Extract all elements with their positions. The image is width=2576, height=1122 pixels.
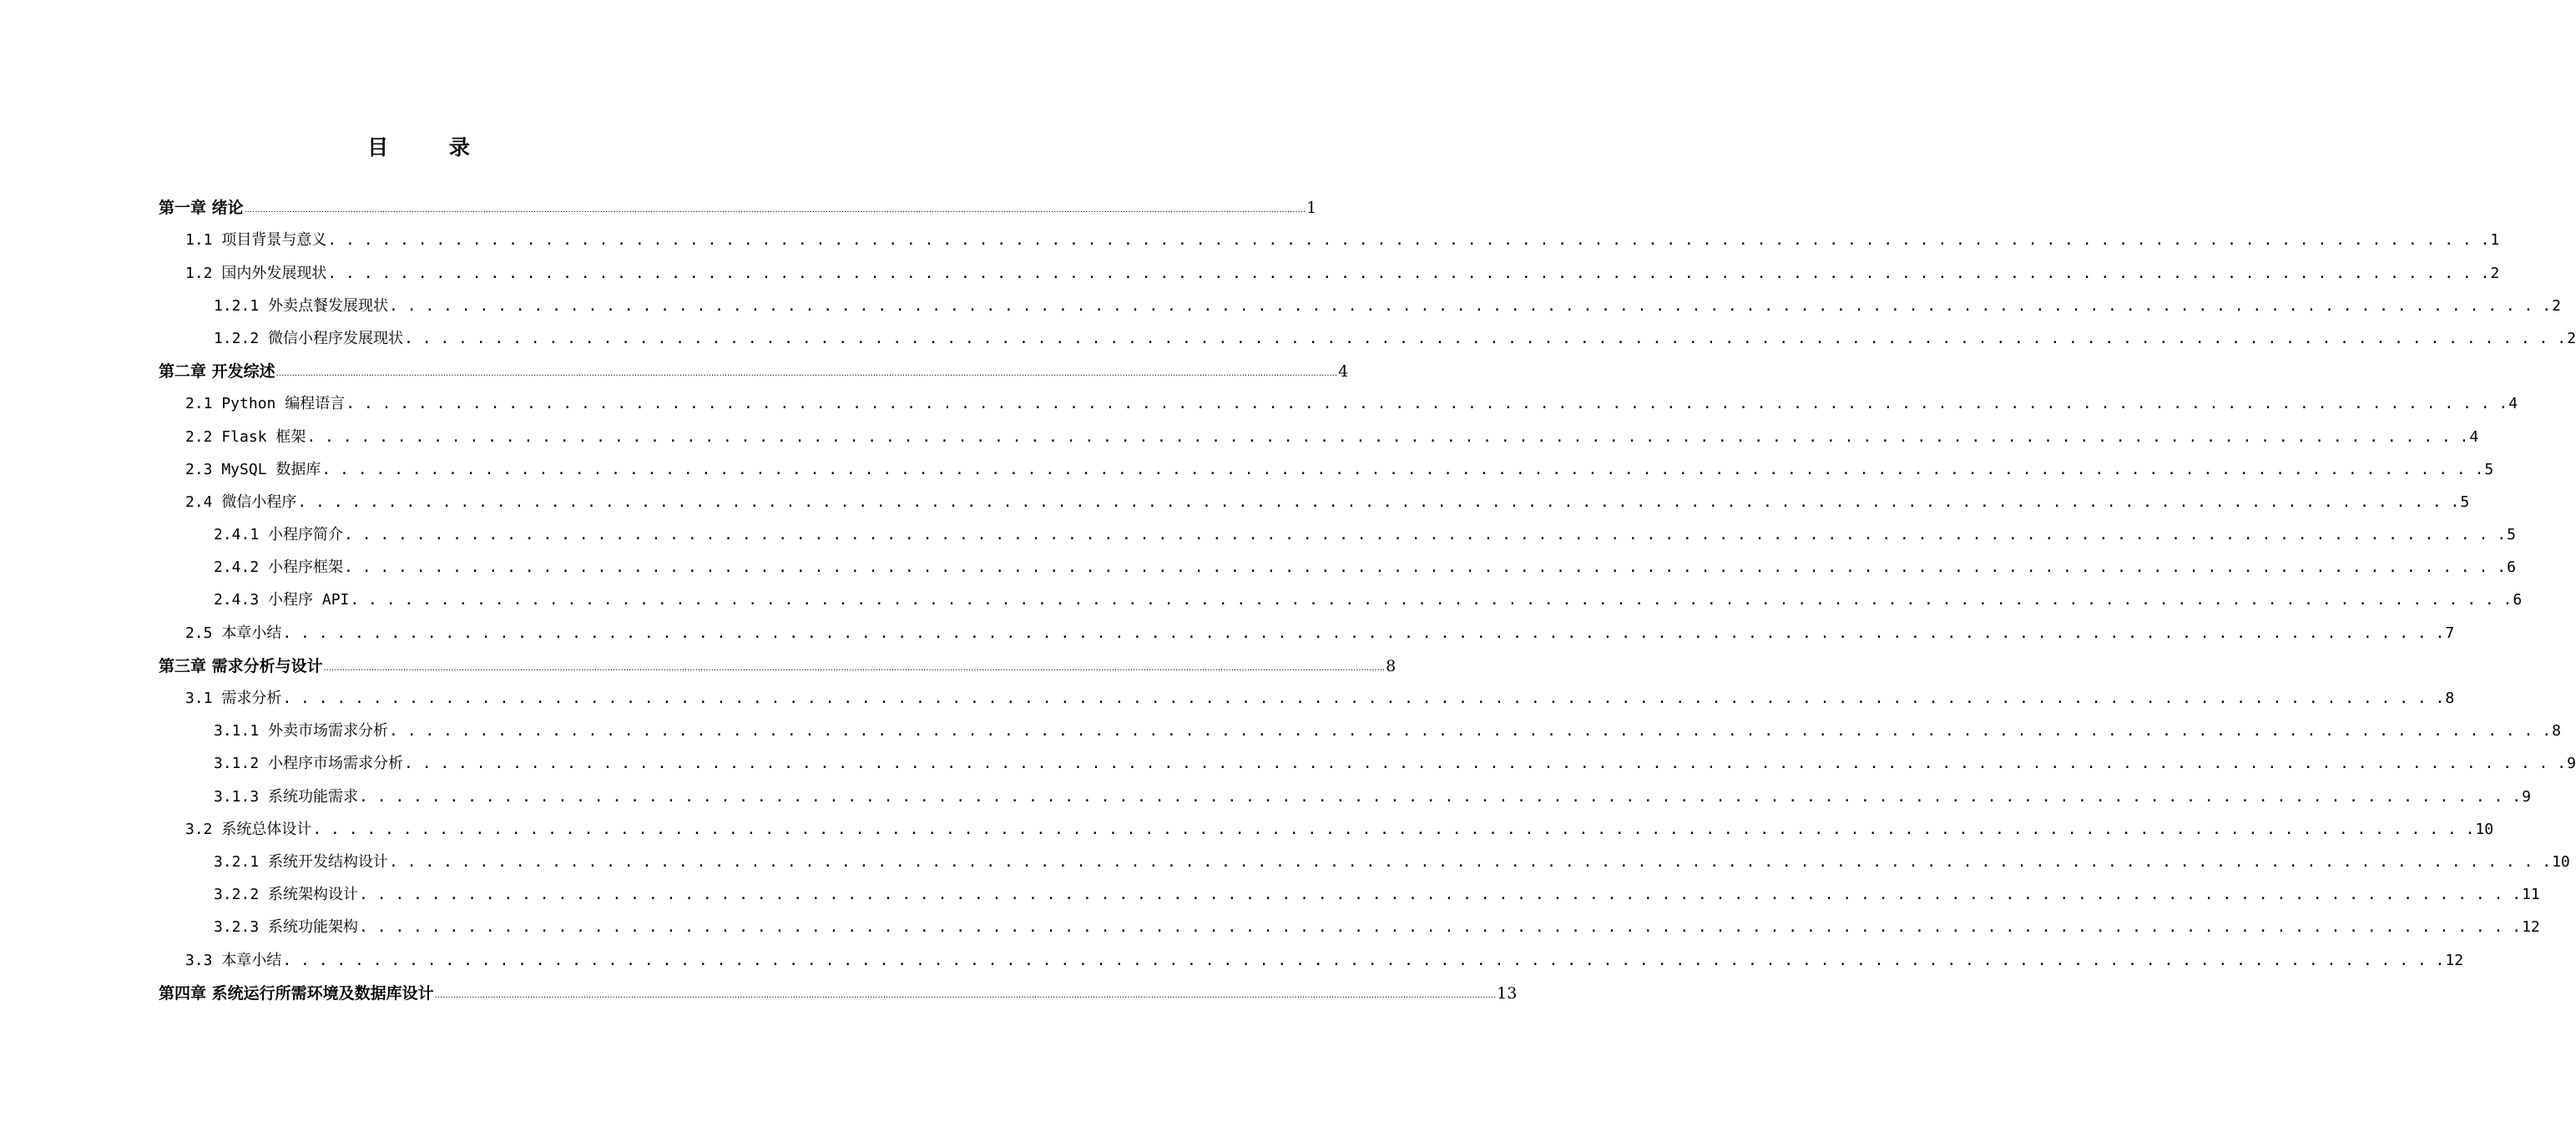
toc-entry-title: 2.1 Python 编程语言 <box>185 395 346 413</box>
toc-page-number: 11 <box>2522 886 2540 904</box>
toc-entry-title: 2.2 Flask 框架 <box>185 427 306 446</box>
toc-dot-leader: . . . . . . . . . . . . . . . . . . . . . . . . . . . . . . . . . . . . . . . . . . . . . . . . . . . . . . . . . . . . . . . . . . . . . . . . . . . . . . . . . . . . . . . . . . . . . . . . . . . . . . . . . . . . . . . . . . . . . . . . <box>321 460 2484 478</box>
toc-section-entry[interactable] <box>0 321 2576 354</box>
toc-entry-title: 3.2.2 系统架构设计 <box>214 886 359 904</box>
toc-dot-leader: . . . . . . . . . . . . . . . . . . . . . . . . . . . . . . . . . . . . . . . . . . . . . . . . . . . . . . . . . . . . . . . . . . . . . . . . . . . . . . . . . . . . . . . . . . . . . . . . . . . . . . . . . . . . . . . . . . . . . . . . <box>404 755 2567 773</box>
toc-dot-leader: . . . . . . . . . . . . . . . . . . . . . . . . . . . . . . . . . . . . . . . . . . . . . . . . . . . . . . . . . . . . . . . . . . . . . . . . . . . . . . . . . . . . . . . . . . . . . . . . . . . . . . . . . . . . . . . . . . . . . . . . <box>350 591 2513 609</box>
toc-page-number: 5 <box>2507 526 2516 544</box>
toc-dot-leader: ................................................................................................................................................................................................................................................................................................................................................................................................................ <box>244 205 1306 215</box>
toc-entry-title: 3.1.3 系统功能需求 <box>214 787 359 806</box>
toc-dot-leader: . . . . . . . . . . . . . . . . . . . . . . . . . . . . . . . . . . . . . . . . . . . . . . . . . . . . . . . . . . . . . . . . . . . . . . . . . . . . . . . . . . . . . . . . . . . . . . . . . . . . . . . . . . . . . . . . . . . . . . . . <box>389 296 2552 315</box>
toc-entry-title: 1.2 国内外发展现状 <box>185 264 327 282</box>
toc-entry-title: 1.1 项目背景与意义 <box>185 231 327 250</box>
toc-dot-leader: . . . . . . . . . . . . . . . . . . . . . . . . . . . . . . . . . . . . . . . . . . . . . . . . . . . . . . . . . . . . . . . . . . . . . . . . . . . . . . . . . . . . . . . . . . . . . . . . . . . . . . . . . . . . . . . . . . . . . . . . <box>306 427 2469 446</box>
toc-chapter-entry[interactable] <box>0 354 1349 387</box>
toc-section-entry[interactable] <box>0 419 2479 452</box>
toc-dot-leader: . . . . . . . . . . . . . . . . . . . . . . . . . . . . . . . . . . . . . . . . . . . . . . . . . . . . . . . . . . . . . . . . . . . . . . . . . . . . . . . . . . . . . . . . . . . . . . . . . . . . . . . . . . . . . . . . . . . . . . . . <box>282 690 2445 707</box>
toc-section-entry[interactable] <box>0 746 2576 779</box>
toc-page-number: 4 <box>2469 427 2479 446</box>
toc-dot-leader: . . . . . . . . . . . . . . . . . . . . . . . . . . . . . . . . . . . . . . . . . . . . . . . . . . . . . . . . . . . . . . . . . . . . . . . . . . . . . . . . . . . . . . . . . . . . . . . . . . . . . . . . . . . . . . . . . . . . . . . . <box>297 493 2460 511</box>
toc-dot-leader: . . . . . . . . . . . . . . . . . . . . . . . . . . . . . . . . . . . . . . . . . . . . . . . . . . . . . . . . . . . . . . . . . . . . . . . . . . . . . . . . . . . . . . . . . . . . . . . . . . . . . . . . . . . . . . . . . . . . . . . . <box>344 558 2507 577</box>
toc-section-entry[interactable] <box>0 387 2518 419</box>
toc-entry-title: 3.2 系统总体设计 <box>185 820 312 838</box>
toc-section-entry[interactable] <box>0 910 2540 943</box>
toc-entry-title: 2.4 微信小程序 <box>185 493 297 511</box>
toc-page-number: 8 <box>1386 656 1397 675</box>
toc-page-number: 1 <box>2490 231 2500 250</box>
toc-page-number: 2 <box>2490 264 2500 282</box>
toc-page-number: 9 <box>2567 755 2576 773</box>
toc-chapter-entry[interactable] <box>0 190 1317 223</box>
toc-entry-title: 2.4.2 小程序框架 <box>214 558 344 577</box>
toc-section-entry[interactable] <box>0 550 2516 583</box>
toc-entry-title: 3.1.1 外卖市场需求分析 <box>214 722 389 740</box>
toc-dot-leader: . . . . . . . . . . . . . . . . . . . . . . . . . . . . . . . . . . . . . . . . . . . . . . . . . . . . . . . . . . . . . . . . . . . . . . . . . . . . . . . . . . . . . . . . . . . . . . . . . . . . . . . . . . . . . . . . . . . . . . . . <box>389 852 2552 871</box>
toc-page-number: 12 <box>2445 951 2464 969</box>
toc-page-number: 4 <box>2508 395 2518 413</box>
toc-dot-leader: . . . . . . . . . . . . . . . . . . . . . . . . . . . . . . . . . . . . . . . . . . . . . . . . . . . . . . . . . . . . . . . . . . . . . . . . . . . . . . . . . . . . . . . . . . . . . . . . . . . . . . . . . . . . . . . . . . . . . . . . <box>327 231 2490 250</box>
toc-entry-title: 2.4.3 小程序 API <box>214 591 350 609</box>
toc-entry-title: 第一章 绪论 <box>159 199 244 218</box>
toc-dot-leader: . . . . . . . . . . . . . . . . . . . . . . . . . . . . . . . . . . . . . . . . . . . . . . . . . . . . . . . . . . . . . . . . . . . . . . . . . . . . . . . . . . . . . . . . . . . . . . . . . . . . . . . . . . . . . . . . . . . . . . . . <box>359 918 2522 937</box>
toc-entry-title: 2.5 本章小结 <box>185 624 282 642</box>
toc-section-entry[interactable] <box>0 779 2531 811</box>
toc-section-entry[interactable] <box>0 289 2561 321</box>
toc-section-entry[interactable] <box>0 485 2470 518</box>
toc-page-number: 10 <box>2475 820 2494 838</box>
toc-section-entry[interactable] <box>0 615 2455 648</box>
toc-page-number: 6 <box>2513 591 2523 609</box>
toc-entry-title: 3.1 需求分析 <box>185 690 282 707</box>
toc-chapter-entry[interactable] <box>0 649 1397 681</box>
toc-page-number: 4 <box>1338 362 1349 382</box>
toc-page-number: 2 <box>2567 329 2576 347</box>
toc-entry-title: 2.4.1 小程序简介 <box>214 526 344 544</box>
toc-section-entry[interactable] <box>0 452 2494 485</box>
toc-dot-leader: ................................................................................................................................................................................................................................................................................................................................................................................................................ <box>323 663 1386 673</box>
toc-dot-leader: . . . . . . . . . . . . . . . . . . . . . . . . . . . . . . . . . . . . . . . . . . . . . . . . . . . . . . . . . . . . . . . . . . . . . . . . . . . . . . . . . . . . . . . . . . . . . . . . . . . . . . . . . . . . . . . . . . . . . . . . <box>327 264 2490 282</box>
toc-page-number: 6 <box>2507 558 2516 577</box>
toc-section-entry[interactable] <box>0 518 2516 550</box>
toc-dot-leader: . . . . . . . . . . . . . . . . . . . . . . . . . . . . . . . . . . . . . . . . . . . . . . . . . . . . . . . . . . . . . . . . . . . . . . . . . . . . . . . . . . . . . . . . . . . . . . . . . . . . . . . . . . . . . . . . . . . . . . . . <box>344 526 2507 544</box>
toc-page-number: 13 <box>1497 983 1518 1003</box>
toc-section-entry[interactable] <box>0 255 2500 288</box>
toc-page-number: 1 <box>1306 199 1317 218</box>
toc-entry-title: 3.1.2 小程序市场需求分析 <box>214 755 404 773</box>
table-of-contents <box>0 190 2576 1008</box>
toc-section-entry[interactable] <box>0 714 2561 746</box>
toc-dot-leader: . . . . . . . . . . . . . . . . . . . . . . . . . . . . . . . . . . . . . . . . . . . . . . . . . . . . . . . . . . . . . . . . . . . . . . . . . . . . . . . . . . . . . . . . . . . . . . . . . . . . . . . . . . . . . . . . . . . . . . . . <box>404 329 2567 347</box>
toc-section-entry[interactable] <box>0 681 2455 714</box>
toc-entry-title: 第三章 需求分析与设计 <box>159 656 323 675</box>
toc-page-number: 9 <box>2522 787 2531 806</box>
toc-entry-title: 3.2.3 系统功能架构 <box>214 918 359 937</box>
toc-section-entry[interactable] <box>0 845 2570 877</box>
toc-dot-leader: . . . . . . . . . . . . . . . . . . . . . . . . . . . . . . . . . . . . . . . . . . . . . . . . . . . . . . . . . . . . . . . . . . . . . . . . . . . . . . . . . . . . . . . . . . . . . . . . . . . . . . . . . . . . . . . . . . . . . . . . <box>282 951 2445 969</box>
toc-page-number: 8 <box>2552 722 2561 740</box>
toc-page-number: 5 <box>2484 460 2494 478</box>
toc-dot-leader: ................................................................................................................................................................................................................................................................................................................................................................................................................ <box>434 990 1497 1000</box>
toc-section-entry[interactable] <box>0 812 2494 845</box>
toc-entry-title: 第四章 系统运行所需环境及数据库设计 <box>159 983 434 1003</box>
toc-dot-leader: ................................................................................................................................................................................................................................................................................................................................................................................................................ <box>275 369 1338 379</box>
toc-dot-leader: . . . . . . . . . . . . . . . . . . . . . . . . . . . . . . . . . . . . . . . . . . . . . . . . . . . . . . . . . . . . . . . . . . . . . . . . . . . . . . . . . . . . . . . . . . . . . . . . . . . . . . . . . . . . . . . . . . . . . . . . <box>312 820 2475 838</box>
toc-entry-title: 1.2.1 外卖点餐发展现状 <box>214 296 389 315</box>
toc-page-number: 12 <box>2522 918 2540 937</box>
toc-dot-leader: . . . . . . . . . . . . . . . . . . . . . . . . . . . . . . . . . . . . . . . . . . . . . . . . . . . . . . . . . . . . . . . . . . . . . . . . . . . . . . . . . . . . . . . . . . . . . . . . . . . . . . . . . . . . . . . . . . . . . . . . <box>389 722 2552 740</box>
toc-page-number: 5 <box>2460 493 2470 511</box>
toc-page-number: 10 <box>2552 852 2570 871</box>
toc-dot-leader: . . . . . . . . . . . . . . . . . . . . . . . . . . . . . . . . . . . . . . . . . . . . . . . . . . . . . . . . . . . . . . . . . . . . . . . . . . . . . . . . . . . . . . . . . . . . . . . . . . . . . . . . . . . . . . . . . . . . . . . . <box>282 624 2445 642</box>
toc-section-entry[interactable] <box>0 943 2464 975</box>
toc-chapter-entry[interactable] <box>0 976 1518 1008</box>
toc-dot-leader: . . . . . . . . . . . . . . . . . . . . . . . . . . . . . . . . . . . . . . . . . . . . . . . . . . . . . . . . . . . . . . . . . . . . . . . . . . . . . . . . . . . . . . . . . . . . . . . . . . . . . . . . . . . . . . . . . . . . . . . . <box>346 395 2508 413</box>
toc-section-entry[interactable] <box>0 877 2540 910</box>
page-title: 目 录 <box>367 135 497 159</box>
toc-entry-title: 3.3 本章小结 <box>185 951 282 969</box>
toc-entry-title: 1.2.2 微信小程序发展现状 <box>214 329 404 347</box>
toc-dot-leader: . . . . . . . . . . . . . . . . . . . . . . . . . . . . . . . . . . . . . . . . . . . . . . . . . . . . . . . . . . . . . . . . . . . . . . . . . . . . . . . . . . . . . . . . . . . . . . . . . . . . . . . . . . . . . . . . . . . . . . . . <box>359 886 2522 904</box>
toc-entry-title: 第二章 开发综述 <box>159 362 275 382</box>
toc-page-number: 8 <box>2445 690 2455 707</box>
toc-page-number: 2 <box>2552 296 2561 315</box>
toc-section-entry[interactable] <box>0 583 2523 615</box>
toc-dot-leader: . . . . . . . . . . . . . . . . . . . . . . . . . . . . . . . . . . . . . . . . . . . . . . . . . . . . . . . . . . . . . . . . . . . . . . . . . . . . . . . . . . . . . . . . . . . . . . . . . . . . . . . . . . . . . . . . . . . . . . . . <box>359 787 2522 806</box>
toc-page-number: 7 <box>2445 624 2455 642</box>
toc-entry-title: 3.2.1 系统开发结构设计 <box>214 852 389 871</box>
toc-section-entry[interactable] <box>0 223 2500 255</box>
toc-entry-title: 2.3 MySQL 数据库 <box>185 460 321 478</box>
